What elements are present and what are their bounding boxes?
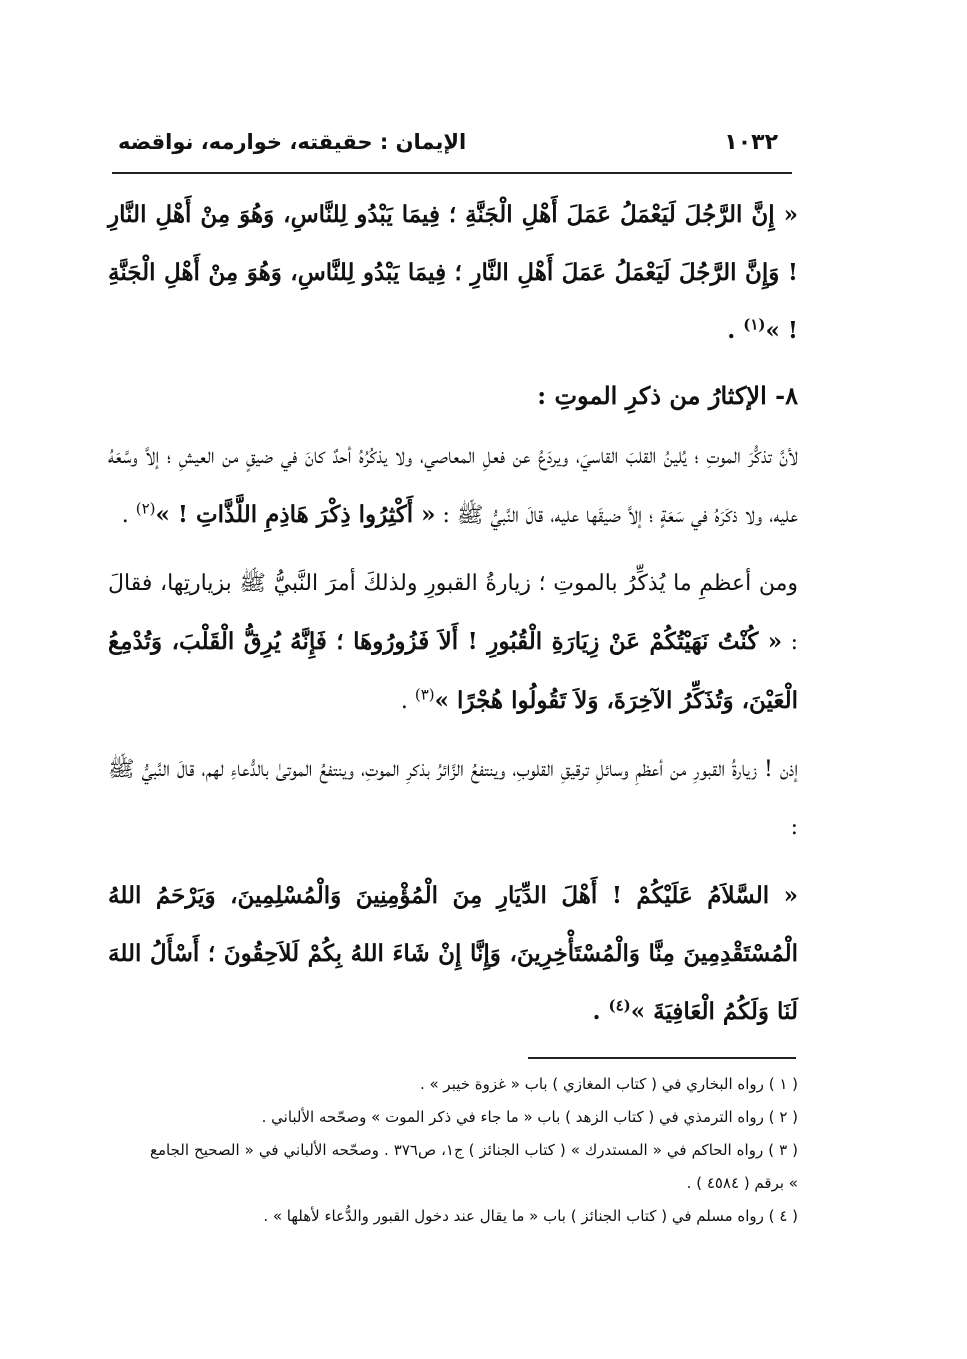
paragraph-text: ومن أعظمِ ما يُذكِّرُ بالموتِ ؛ زيارةُ القبورِ ولذلكَ أمرَ النَّبيُّ ﷺ بزيارتِها، فقالَ : — [108, 571, 798, 655]
footnote-1: ( ١ ) رواه البخاري في ( كتاب المغازي ) باب « غزوة خيبر » . — [419, 1075, 798, 1093]
footnote-3: ( ٣ ) رواه الحاكم في « المستدرك » ( كتاب الجنائز ) ج١، ص٣٧٦ . وصحّحه الألباني في « الصحيح الجامع » برقم ( ٤٥٨٤ ) . — [150, 1141, 798, 1192]
footnote-divider — [528, 1057, 796, 1059]
paragraph-remembering-death: لأنَّ تذكُّرَ الموتِ ؛ يُلينُ القلبَ القاسيَ، ويردَعُ عن فعلِ المعاصي، ولا يذكُرُهُ أحدٌ كانَ في ضيقٍ من العيشِ ؛ إلاَّ وسَّعَهُ عليه، ولا ذكَرَهُ في سَعَةٍ ؛ إلاَّ ضيقَها عليه، قالَ النَّبيُّ ﷺ : « أَكْثِرُوا ذِكْرَ هَاذِمِ اللَّذَّاتِ ! »$^{(٢)}$ . — [108, 444, 798, 528]
hadith-text: « إِنَّ الرَّجُلَ لَيَعْمَلُ عَمَلَ أَهْلِ الْجَنَّةِ ؛ فِيمَا يَبْدُو لِلنَّاسِ، وَهُوَ مِنْ أَهْلِ النَّارِ ! وَإِنَّ الرَّجُلَ لَيَعْمَلُ عَمَلَ أَهْلِ النَّارِ ؛ فِيمَا يَبْدُو لِلنَّاسِ، وَهُوَ مِنْ أَهْلِ الْجَنَّةِ ! » — [108, 201, 798, 344]
footnote-ref-4: (٤) — [608, 996, 631, 1015]
book-title: الإيمان : حقيقته، خوارمه، نواقضه — [118, 130, 467, 154]
hadith-quote: « كُنْتُ نَهَيْتُكُمْ عَنْ زِيَارَةِ الْقُبُورِ ! أَلاَ فَزُورُوهَا ؛ فَإِنَّهُ يُرِقُّ الْقَلْبَ، وَتُدْمِعُ الْعَيْنَ، وَتُذَكِّرُ الآخِرَةَ، وَلاَ تَقُولُوا هُجْرًا » — [108, 628, 798, 714]
page-header — [118, 128, 778, 168]
main-text — [108, 186, 798, 1041]
footnote-ref-3: (٣) — [414, 685, 435, 704]
paragraph-text: لأنَّ تذكُّرَ الموتِ ؛ يُلينُ القلبَ القاسيَ، ويردَعُ عن فعلِ المعاصي، ولا يذكُرُهُ أحدٌ كانَ في ضيقٍ من العيشِ ؛ إلاَّ وسَّعَهُ عليه، ولا ذكَرَهُ في سَعَةٍ ؛ إلاَّ ضيقَها عليه، قالَ النَّبيُّ ﷺ : — [108, 444, 798, 528]
hadith-paragraph-1: « إِنَّ الرَّجُلَ لَيَعْمَلُ عَمَلَ أَهْلِ الْجَنَّةِ ؛ فِيمَا يَبْدُو لِلنَّاسِ، وَهُوَ مِنْ أَهْلِ النَّارِ ! وَإِنَّ الرَّجُلَ لَيَعْمَلُ عَمَلَ أَهْلِ النَّارِ ؛ فِيمَا يَبْدُو لِلنَّاسِ، وَهُوَ مِنْ أَهْلِ الْجَنَّةِ ! »$^{(١)}$ . — [108, 201, 798, 344]
hadith-paragraph-greeting: « السَّلاَمُ عَلَيْكُمْ ! أَهْلَ الدِّيَارِ مِنَ الْمُؤْمِنِينَ وَالْمُسْلِمِينَ، وَيَرْحَمُ اللهُ الْمُسْتَقْدِمِينَ مِنَّا وَالْمُسْتَأْخِرِينَ، وَإِنَّا إِنْ شَاءَ اللهُ بِكُمْ لَلاَحِقُونَ ؛ أَسْأَلُ اللهَ لَنَا وَلَكُمُ الْعَافِيَةَ »$^{(٤)}$ . — [108, 882, 798, 1025]
footnote-2: ( ٢ ) رواه الترمذي في ( كتاب الزهد ) باب « ما جاء في ذكر الموت » وصحّحه الألباني . — [261, 1108, 798, 1126]
paragraph-benefits: إذن ! زيارةُ القبورِ من أعظمِ وسائلِ ترقيقِ القلوبِ، وينتفعُ الزَّائرُ بذكرِ الموتِ، وينتفعُ الموتىٰ بالدُّعاءِ لهم، قالَ النَّبيُّ ﷺ : — [108, 757, 798, 840]
section-heading: ٨- الإكثارُ من ذكرِ الموتِ : — [537, 381, 798, 410]
footnote-ref-2: (٢) — [135, 499, 156, 518]
header-divider — [112, 172, 792, 174]
hadith-quote: « أَكْثِرُوا ذِكْرَ هَاذِمِ اللَّذَّاتِ ! » — [155, 501, 436, 528]
footnote-ref-1: (١) — [743, 315, 766, 334]
hadith-text: « السَّلاَمُ عَلَيْكُمْ ! أَهْلَ الدِّيَارِ مِنَ الْمُؤْمِنِينَ وَالْمُسْلِمِينَ، وَيَرْحَمُ اللهُ الْمُسْتَقْدِمِينَ مِنَّا وَالْمُسْتَأْخِرِينَ، وَإِنَّا إِنْ شَاءَ اللهُ بِكُمْ لَلاَحِقُونَ ؛ أَسْأَلُ اللهَ لَنَا وَلَكُمُ الْعَافِيَةَ » — [108, 882, 798, 1025]
paragraph-visiting-graves: ومن أعظمِ ما يُذكِّرُ بالموتِ ؛ زيارةُ القبورِ ولذلكَ أمرَ النَّبيُّ ﷺ بزيارتِها، فقالَ : « كُنْتُ نَهَيْتُكُمْ عَنْ زِيَارَةِ الْقُبُورِ ! أَلاَ فَزُورُوهَا ؛ فَإِنَّهُ يُرِقُّ الْقَلْبَ، وَتُدْمِعُ الْعَيْنَ، وَتُذَكِّرُ الآخِرَةَ، وَلاَ تَقُولُوا هُجْرًا »$^{(٣)}$ . — [108, 571, 798, 714]
page-number: ١٠٣٢ — [724, 130, 778, 155]
footnote-4: ( ٤ ) رواه مسلم في ( كتاب الجنائز ) باب « ما يقال عند دخول القبور والدُّعاء لأهلها » . — [263, 1207, 798, 1225]
footnotes — [150, 1068, 798, 1233]
